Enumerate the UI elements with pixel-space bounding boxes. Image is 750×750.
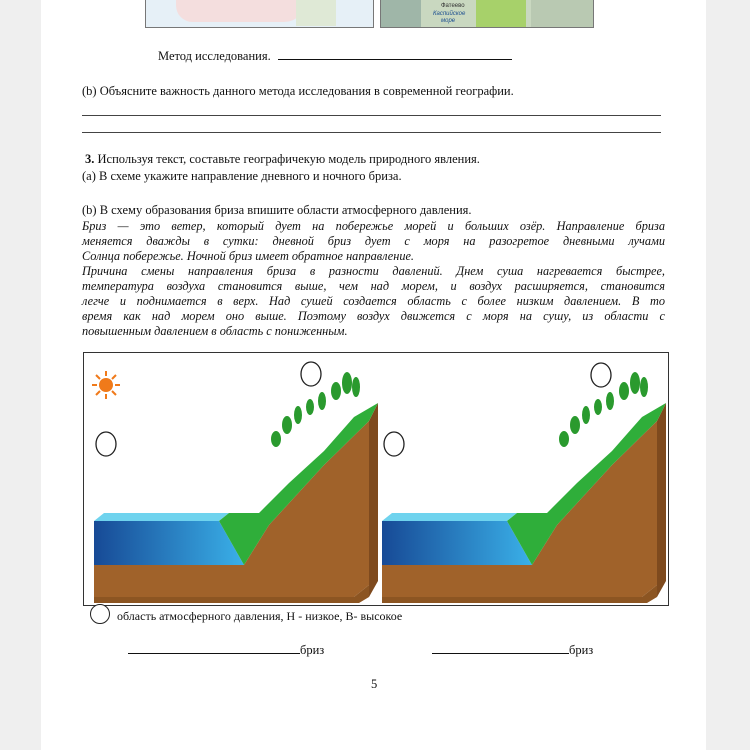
- breeze-text: [82, 219, 665, 339]
- method-answer-field[interactable]: [278, 48, 512, 60]
- breeze-text-line: температура воздуха становится выше, чем над морем, и воздух расширяется, становится: [82, 279, 665, 293]
- breeze-text-line: легче и поднимается в верх. Над сушей создается область с более низким давлением. В то: [82, 294, 665, 308]
- pressure-area-land-day[interactable]: [301, 362, 321, 386]
- day-panel: [92, 362, 378, 603]
- worksheet-page: [41, 0, 706, 750]
- pressure-area-land-night[interactable]: [591, 363, 611, 387]
- task-3-title: [85, 152, 480, 167]
- land-side: [657, 403, 666, 597]
- pressure-legend-circle-icon: [90, 604, 110, 624]
- breeze-text-line: меняется дважды в сутки: дневной бриз дует с моря на разогретое дневными лучами: [82, 234, 665, 248]
- breeze-text-line: время как над морем оно выше. Поэтому воздух движется с моря на сушу, из области с: [82, 309, 665, 323]
- map-fragment-right: [380, 0, 594, 28]
- map-label-sea: море: [441, 18, 456, 24]
- breeze-text-line: повышенным давлением в область с пониженным.: [82, 324, 348, 338]
- pressure-area-sea-night[interactable]: [384, 432, 404, 456]
- answer-right-suffix: бриз: [569, 643, 594, 657]
- sea: [382, 521, 532, 565]
- method-label: Метод исследования.: [158, 49, 271, 63]
- pressure-area-sea-day[interactable]: [96, 432, 116, 456]
- sea-surface: [382, 513, 517, 521]
- answer-left-breeze: [128, 642, 324, 658]
- night-panel: [382, 363, 666, 603]
- task-3-number: 3.: [85, 152, 95, 166]
- breeze-text-line: Причина смены направления бриза в разности давлений. Днем суша нагревается быстрее,: [82, 264, 665, 278]
- sea-surface: [94, 513, 229, 521]
- legend-text: область атмосферного давления, Н - низкое, В- высокое: [117, 609, 403, 623]
- breeze-text-line: Солнца побережье. Ночной бриз имеет обратное направление.: [82, 249, 415, 263]
- page-number: 5: [371, 677, 378, 691]
- sea: [94, 521, 244, 565]
- answer-left-field[interactable]: [128, 642, 300, 654]
- question-b-method-importance: (b) Объясните важность данного метода исследования в современной географии.: [82, 84, 514, 98]
- sun-icon: [92, 371, 120, 399]
- breeze-text-line: Бриз — это ветер, который дует на побережье морей и больших озёр. Направление бриза: [82, 219, 665, 233]
- answer-line-1[interactable]: [82, 115, 661, 116]
- answer-right-field[interactable]: [432, 642, 569, 654]
- breeze-diagram: [83, 352, 669, 606]
- task-3a: (a) В схеме укажите направление дневного и ночного бриза.: [82, 169, 402, 183]
- task-3-title-text: Используя текст, составьте географичекую модель природного явления.: [94, 152, 480, 166]
- method-row: [158, 48, 512, 64]
- task-3b: (b) В схему образования бриза впишите области атмосферного давления.: [82, 203, 472, 217]
- breeze-diagram-svg: [84, 353, 668, 605]
- map-label-fateevo: Фатеево: [441, 3, 465, 9]
- map-label-caspian: Каспийское: [433, 11, 466, 17]
- map-fragment-left: [145, 0, 374, 28]
- answer-left-suffix: бриз: [300, 643, 325, 657]
- land-side: [369, 403, 378, 597]
- answer-line-2[interactable]: [82, 132, 661, 133]
- answer-right-breeze: [432, 642, 593, 658]
